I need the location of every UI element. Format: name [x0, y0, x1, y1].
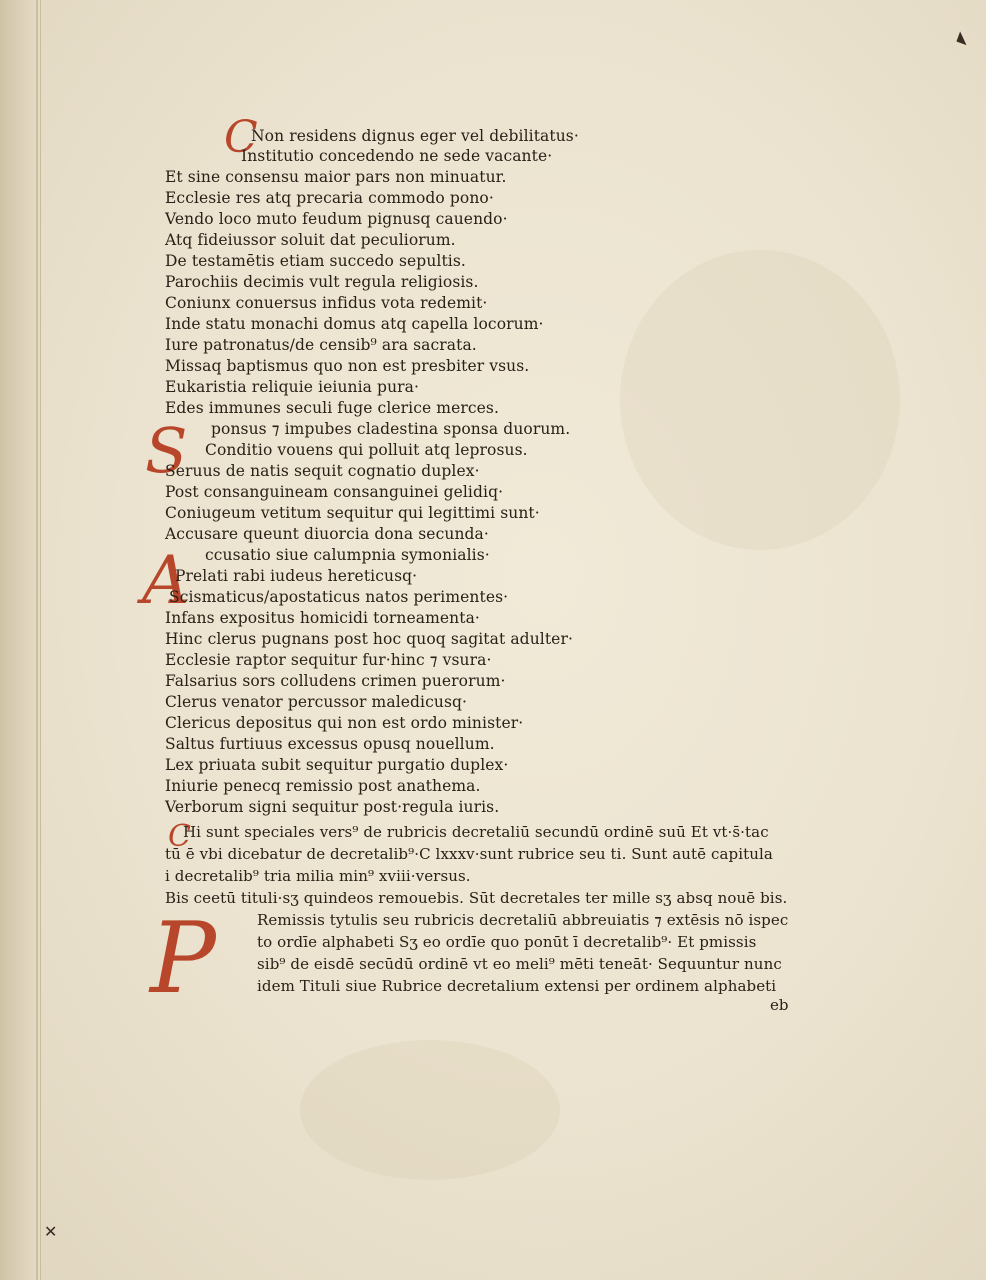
- text-line: idem Tituli siue Rubrice decretalium extensi per ordinem alphabeti: [257, 977, 777, 995]
- initial-p: P: [150, 902, 216, 1016]
- initial-c-top: C: [224, 112, 258, 163]
- initial-a: A: [142, 542, 190, 619]
- text-line: Atq fideiussor soluit dat peculiorum.: [165, 231, 456, 249]
- text-line: Conditio vouens qui polluit atq leprosus.: [205, 441, 528, 459]
- text-line: Edes immunes seculi fuge clerice merces.: [165, 399, 500, 417]
- text-line: Parochiis decimis vult regula religiosis.: [165, 273, 479, 291]
- text-line: Falsarius sors colludens crimen puerorum·: [165, 672, 506, 690]
- text-line: Iniurie penecq remissio post anathema.: [165, 777, 481, 795]
- text-line: Lex priuata subit sequitur purgatio duplex·: [165, 756, 509, 774]
- text-line: Prelati rabi iudeus hereticusq·: [175, 567, 418, 585]
- text-line: i decretalib⁹ tria milia min⁹ xviii·versus.: [165, 867, 471, 885]
- text-line: Saltus furtiuus excessus opusq nouellum.: [165, 735, 495, 753]
- text-line: Institutio concedendo ne sede vacante·: [241, 147, 553, 165]
- text-line: ponsus ⁊ impubes cladestina sponsa duorum.: [211, 420, 571, 438]
- text-line: to ordīe alphabeti Sʒ eo ordīe quo ponūt ī decretalib⁹· Et pmissis: [257, 933, 757, 951]
- text-line: Clerus venator percussor maledicusq·: [165, 693, 468, 711]
- text-line: Coniugeum vetitum sequitur qui legittimi sunt·: [165, 504, 540, 522]
- text-line: Post consanguineam consanguinei gelidiq·: [165, 483, 504, 501]
- paper-stain: [620, 250, 900, 550]
- text-line: Iure patronatus/de censib⁹ ara sacrata.: [165, 336, 477, 354]
- text-line: Inde statu monachi domus atq capella locorum·: [165, 315, 544, 333]
- text-line: Eukaristia reliquie ieiunia pura·: [165, 378, 420, 396]
- catchword: eb: [770, 996, 789, 1014]
- paper-stain: [300, 1040, 560, 1180]
- text-line: Ecclesie res atq precaria commodo pono·: [165, 189, 494, 207]
- text-line: Infans expositus homicidi torneamenta·: [165, 609, 480, 627]
- text-line: Missaq baptismus quo non est presbiter vsus.: [165, 357, 530, 375]
- text-line: Bis ceetū tituli·sʒ quindeos remouebis. Sūt decretales ter mille sʒ absq nouē bis.: [165, 889, 788, 907]
- text-line: Vendo loco muto feudum pignusq cauendo·: [165, 210, 508, 228]
- text-line: tū ē vbi dicebatur de decretalib⁹·C lxxxv·sunt rubrice seu ti. Sunt autē capitula: [165, 845, 773, 863]
- page-corner-mark: ◣: [955, 28, 972, 48]
- text-line: De testamētis etiam succedo sepultis.: [165, 252, 466, 270]
- text-line: Accusare queunt diuorcia dona secunda·: [165, 525, 489, 543]
- binding-thread-mark: ✕: [44, 1222, 58, 1241]
- text-line: Hinc clerus pugnans post hoc quoq sagitat adulter·: [165, 630, 573, 648]
- text-line: Coniunx conuersus infidus vota redemit·: [165, 294, 488, 312]
- text-line: Clericus depositus qui non est ordo minister·: [165, 714, 524, 732]
- text-line: Non residens dignus eger vel debilitatus·: [251, 127, 579, 145]
- text-line: Remissis tytulis seu rubricis decretaliū abbreuiatis ⁊ extēsis nō ispec: [257, 911, 789, 929]
- initial-s: S: [145, 414, 188, 487]
- text-line: Et sine consensu maior pars non minuatur.: [165, 168, 507, 186]
- initial-c-mid: C: [168, 819, 191, 854]
- text-line: Ecclesie raptor sequitur fur·hinc ⁊ vsura·: [165, 651, 492, 669]
- page-gutter: [0, 0, 41, 1280]
- text-line: Seruus de natis sequit cognatio duplex·: [165, 462, 480, 480]
- text-line: sib⁹ de eisdē secūdū ordinē vt eo meli⁹ mēti teneāt· Sequuntur nunc: [257, 955, 782, 973]
- text-line: Verborum signi sequitur post·regula iuris.: [165, 798, 500, 816]
- text-line: ccusatio siue calumpnia symonialis·: [205, 546, 490, 564]
- text-line: Scismaticus/apostaticus natos perimentes·: [169, 588, 509, 606]
- text-line: Hi sunt speciales vers⁹ de rubricis decretaliū secundū ordinē suū Et vt·s̄·tac: [183, 823, 769, 841]
- binding-edge: [36, 0, 38, 1280]
